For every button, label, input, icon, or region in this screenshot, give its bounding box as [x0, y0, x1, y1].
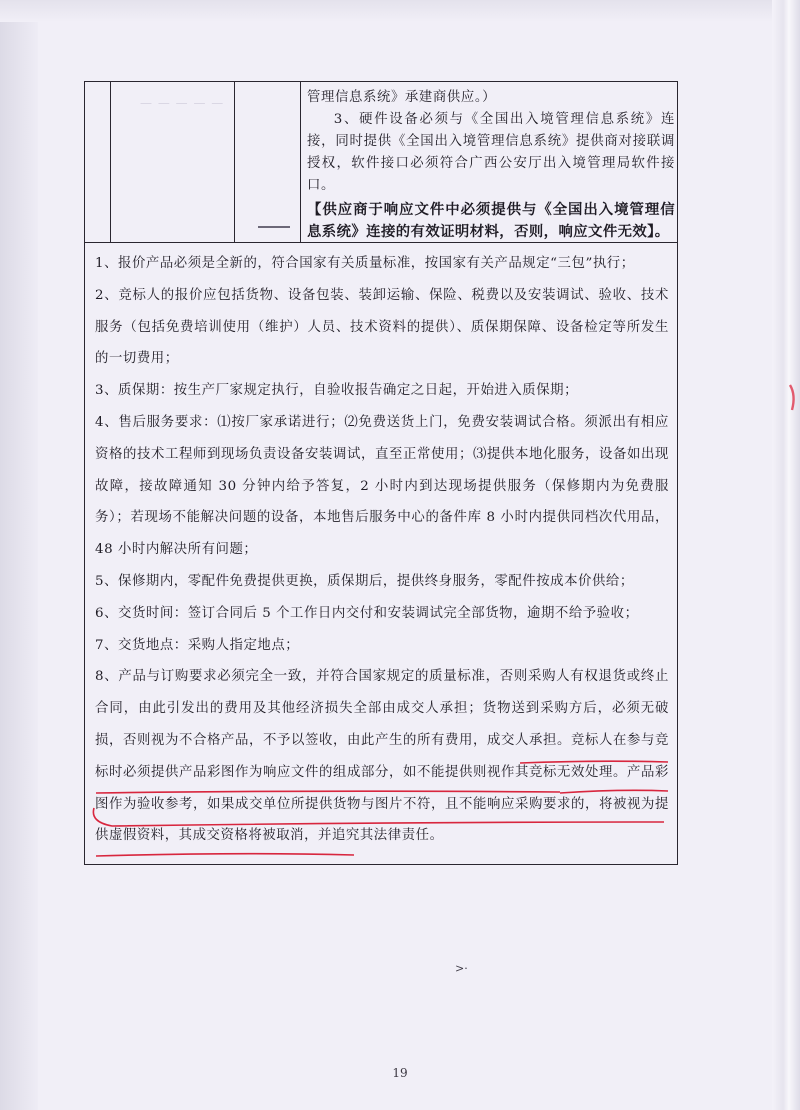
requirement-item-2: 2、竞标人的报价应包括货物、设备包装、装卸运输、保险、税费以及安装调试、验收、技术服务（包括免费培训使用（维护）人员、技术资料的提供）、质保期保障、设备检定等所发生的一切费用； — [95, 287, 669, 367]
table-cell-index — [85, 82, 111, 242]
requirement-item-7: 7、交货地点：采购人指定地点； — [95, 637, 300, 653]
table-cell-quantity — [235, 82, 301, 242]
table-cell-specification — [307, 87, 675, 243]
page-edge-shadow — [0, 0, 38, 1110]
table-cell-name — [111, 82, 235, 242]
requirement-item-5: 5、保修期内，零配件免费提供更换，质保期后，提供终身服务，零配件按成本价供给； — [95, 573, 634, 589]
requirement-item-3: 3、质保期：按生产厂家规定执行，自验收报告确定之日起，开始进入质保期； — [95, 383, 579, 399]
spec-line-continuation: 管理信息系统》承建商供应。） — [307, 90, 497, 105]
pen-dash-mark — [258, 226, 290, 228]
table-top-row — [85, 82, 677, 243]
bleed-through-text: — — — — — — [140, 96, 225, 110]
page-stack-edge — [772, 0, 800, 1110]
page-number: 19 — [392, 1066, 408, 1080]
page-top-shade — [0, 0, 800, 22]
scan-speck: >· — [455, 962, 468, 975]
spec-bold-notice: 【供应商于响应文件中必须提供与《全国出入境管理信息系统》连接的有效证明材料，否则，响应文件无效】。 — [307, 202, 675, 240]
requirements-table — [84, 81, 678, 865]
table-general-requirements — [95, 248, 669, 852]
requirement-item-6: 6、交货时间：签订合同后 5 个工作日内交付和安装调试完全部货物，逾期不给予验收； — [95, 605, 639, 621]
requirement-item-8: 8、产品与订购要求必须完全一致，并符合国家规定的质量标准，否则采购人有权退货或终止合同，由此引发出的费用及其他经济损失全部由成交人承担；货物送到采购方后，必须无破损，否则视为不合格产品，不予以签收，由此产生的所有费用，成交人承担。竞标人在参与竞标时必须提供产品彩图作为响应文件的组成部分，如不能提供则视作其竞标无效处理。产品彩图作为验收参考，如果成交单位所提供货物与图片不符，且不能响应采购要求的，将被视为提供虚假资料，其成交资格将被取消，并追究其法律责任。 — [95, 669, 669, 844]
requirement-item-4: 4、售后服务要求：⑴按厂家承诺进行；⑵免费送货上门，免费安装调试合格。须派出有相应资格的技术工程师到现场负责设备安装调试，直至正常使用；⑶提供本地化服务，设备如出现故障，接故障通知 30 分钟内给予答复，2 小时内到达现场提供服务（保修期内为免费服务）；若现场不能解决问题的设备，本地售后服务中心的备件库 8 小时内提供同档次代用品，48 小时内解决所有问题； — [95, 414, 669, 558]
requirement-item-1: 1、报价产品必须是全新的，符合国家有关质量标准，按国家有关产品规定“三包”执行； — [95, 256, 635, 271]
spec-line-hardware: 3、硬件设备必须与《全国出入境管理信息系统》连接，同时提供《全国出入境管理信息系统》提供商对接联调授权，软件接口必须符合广西公安厅出入境管理局软件接口。 — [307, 112, 675, 193]
